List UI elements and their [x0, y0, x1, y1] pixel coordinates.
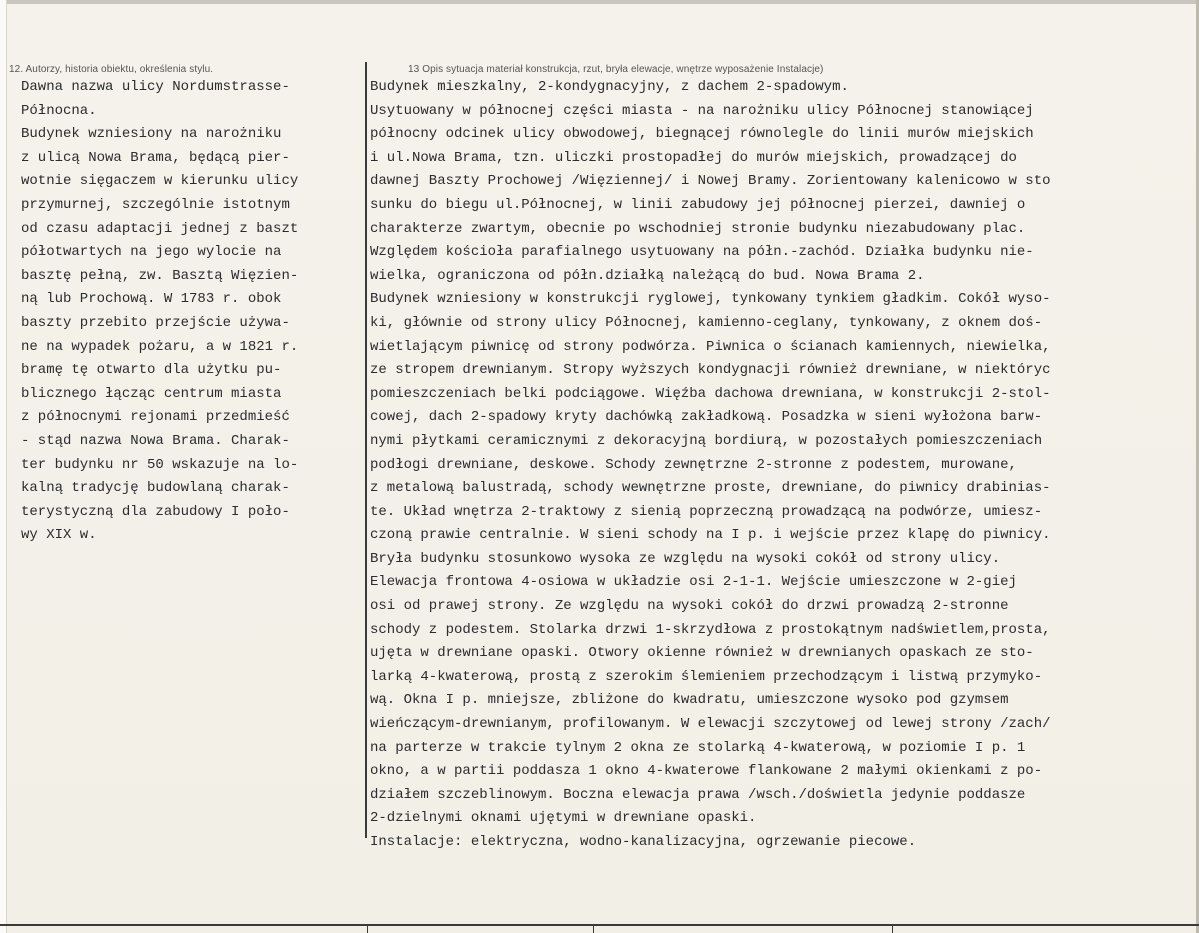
description-text-line: sunku do biegu ul.Północnej, w linii zabudowy jej północnej pierzei, dawniej o	[370, 196, 1026, 213]
history-text-line: Budynek wzniesiony na narożniku	[21, 126, 282, 143]
description-text-line: 2-dzielnymi oknami ujętymi w drewniane opaski.	[370, 810, 757, 827]
left-column-header: 12. Autorzy, historia obiektu, określenia stylu.	[9, 64, 214, 75]
description-text-line: schody z podestem. Stolarka drzwi 1-skrzydłowa z prostokątnym nadświetlem,prosta,	[370, 621, 1051, 638]
description-text-line: wietlającym piwnicę od strony podwórza. Piwnica o ścianach kamiennych, niewielka,	[370, 338, 1051, 355]
description-text-line: Budynek wzniesiony w konstrukcji ryglowej, tynkowany tynkiem gładkim. Cokół wyso-	[370, 291, 1051, 308]
history-text-line: półotwartych na jego wylocie na	[21, 244, 282, 261]
history-text-line: Dawna nazwa ulicy Nordumstrasse-	[21, 79, 290, 95]
description-text-line: ki, głównie od strony ulicy Północnej, kamienno-ceglany, tynkowany, z oknem doś-	[370, 314, 1043, 331]
description-text-line: dawnej Baszty Prochowej /Więziennej/ i Nowej Bramy. Zorientowany kalenicowo w sto	[370, 173, 1051, 190]
history-text-line: wotnie sięgaczem w kierunku ulicy	[21, 173, 299, 190]
description-text-line: czoną prawie centralnie. W sieni schody na I p. i wejście przez klapę do piwnicy.	[370, 527, 1051, 544]
description-column	[370, 76, 1196, 855]
history-text-line: z północnymi rejonami przedmieść	[21, 409, 290, 426]
history-text-line: ter budynku nr 50 wskazuje na lo-	[21, 456, 299, 473]
description-text-line: pomieszczeniach belki podciągowe. Więźba dachowa drewniana, w konstrukcji 2-stol-	[370, 385, 1051, 402]
history-text-line: kalną tradycję budowlaną charak-	[21, 480, 290, 497]
history-text-line: baszty przebito przejście używa-	[21, 314, 290, 331]
history-text-line: basztę pełną, zw. Basztą Więzien-	[21, 267, 299, 284]
description-text-line: północny odcinek ulicy obwodowej, biegnącej równolegle do linii murów miejskich	[370, 126, 1034, 143]
form-bottom-tick	[593, 924, 594, 933]
description-text-line: te. Układ wnętrza 2-traktowy z sienią poprzeczną prowadzącą na podwórze, umiesz-	[370, 503, 1043, 520]
history-text-line: blicznego łącząc centrum miasta	[21, 385, 282, 402]
description-text-line: na parterze w trakcie tylnym 2 okna ze stolarką 4-kwaterową, w poziomie I p. 1	[370, 739, 1026, 756]
history-text-line: ne na wypadek pożaru, a w 1821 r.	[21, 338, 299, 355]
description-text-line: podłogi drewniane, deskowe. Schody zewnętrzne 2-stronne z podestem, murowane,	[370, 456, 1017, 473]
history-text-line: od czasu adaptacji jednej z baszt	[21, 220, 299, 237]
description-text-line: cowej, dach 2-spadowy kryty dachówką zakładkową. Posadzka w sieni wyłożona barw-	[370, 409, 1043, 426]
description-text-line: osi od prawej strony. Ze względu na wysoki cokół do drzwi prowadzą 2-stronne	[370, 598, 1009, 615]
form-bottom-tick	[892, 924, 893, 933]
right-column-header: 13 Opis sytuacja materiał konstrukcja, rzut, bryła elewacje, wnętrze wyposażenie Instalacje)	[408, 64, 824, 75]
history-text-line: wy XIX w.	[21, 527, 97, 544]
page-left-edge	[0, 0, 7, 933]
history-text-line: Północna.	[21, 102, 97, 119]
description-text-line: Budynek mieszkalny, 2-kondygnacyjny, z dachem 2-spadowym.	[370, 79, 849, 95]
form-bottom-tick	[367, 924, 368, 933]
description-text-line: wą. Okna I p. mniejsze, zbliżone do kwadratu, umieszczone wysoko pod gzymsem	[370, 692, 1009, 709]
history-column	[21, 76, 363, 548]
form-bottom-rule	[0, 924, 1199, 926]
history-text-line: z ulicą Nowa Brama, będącą pier-	[21, 149, 290, 166]
description-text-line: Instalacje: elektryczna, wodno-kanalizacyjna, ogrzewanie piecowe.	[370, 834, 917, 850]
description-text-line: działem szczeblinowym. Boczna elewacja prawa /wsch./doświetla jedynie poddasze	[370, 786, 1026, 803]
description-text-line: ujęta w drewniane opaski. Otwory okienne również w drewnianych opaskach ze sto-	[370, 645, 1034, 662]
description-text-line: wielka, ograniczona od półn.działką należącą do bud. Nowa Brama 2.	[370, 267, 925, 284]
description-text-line: okno, a w partii poddasza 1 okno 4-kwaterowe flankowane 2 małymi okienkami z po-	[370, 763, 1043, 780]
history-text-line: przymurnej, szczególnie istotnym	[21, 196, 290, 213]
history-text-line: bramę tę otwarto dla użytku pu-	[21, 362, 282, 379]
description-text-line: z metalową balustradą, schody wewnętrzne proste, drewniane, do piwnicy drabinias-	[370, 480, 1051, 497]
history-text-line: - stąd nazwa Nowa Brama. Charak-	[21, 432, 290, 449]
history-text-line: ną lub Prochową. W 1783 r. obok	[21, 291, 282, 308]
page-top-edge	[0, 0, 1199, 4]
description-text-line: Usytuowany w północnej części miasta - na narożniku ulicy Północnej stanowiącej	[370, 102, 1034, 119]
description-text-line: Bryła budynku stosunkowo wysoka ze względu na wysoki cokół od strony ulicy.	[370, 550, 1001, 567]
description-text-line: wieńczącym-drewnianym, profilowanym. W elewacji szczytowej od lewej strony /zach/	[370, 716, 1051, 733]
description-text-line: ze stropem drewnianym. Stropy wyższych kondygnacji również drewniane, w niektóryc	[370, 362, 1051, 379]
description-text-line: larką 4-kwaterową, prostą z szerokim ślemieniem przechodzącym i listwą przymyko-	[370, 668, 1043, 685]
column-divider	[365, 62, 367, 838]
description-text-line: nymi płytkami ceramicznymi z dekoracyjną bordiurą, w pozostałych pomieszczeniach	[370, 432, 1043, 449]
description-text-line: charakterze zwartym, obecnie po wschodniej stronie budynku niezabudowany plac.	[370, 220, 1026, 237]
description-text-line: Elewacja frontowa 4-osiowa w układzie osi 2-1-1. Wejście umieszczone w 2-giej	[370, 574, 1017, 591]
history-text-line: terystyczną dla zabudowy I poło-	[21, 503, 290, 520]
description-text-line: Względem kościoła parafialnego usytuowany na półn.-zachód. Działka budynku nie-	[370, 244, 1034, 261]
description-text-line: i ul.Nowa Brama, tzn. uliczki prostopadłej do murów miejskich, prowadzącej do	[370, 149, 1017, 166]
